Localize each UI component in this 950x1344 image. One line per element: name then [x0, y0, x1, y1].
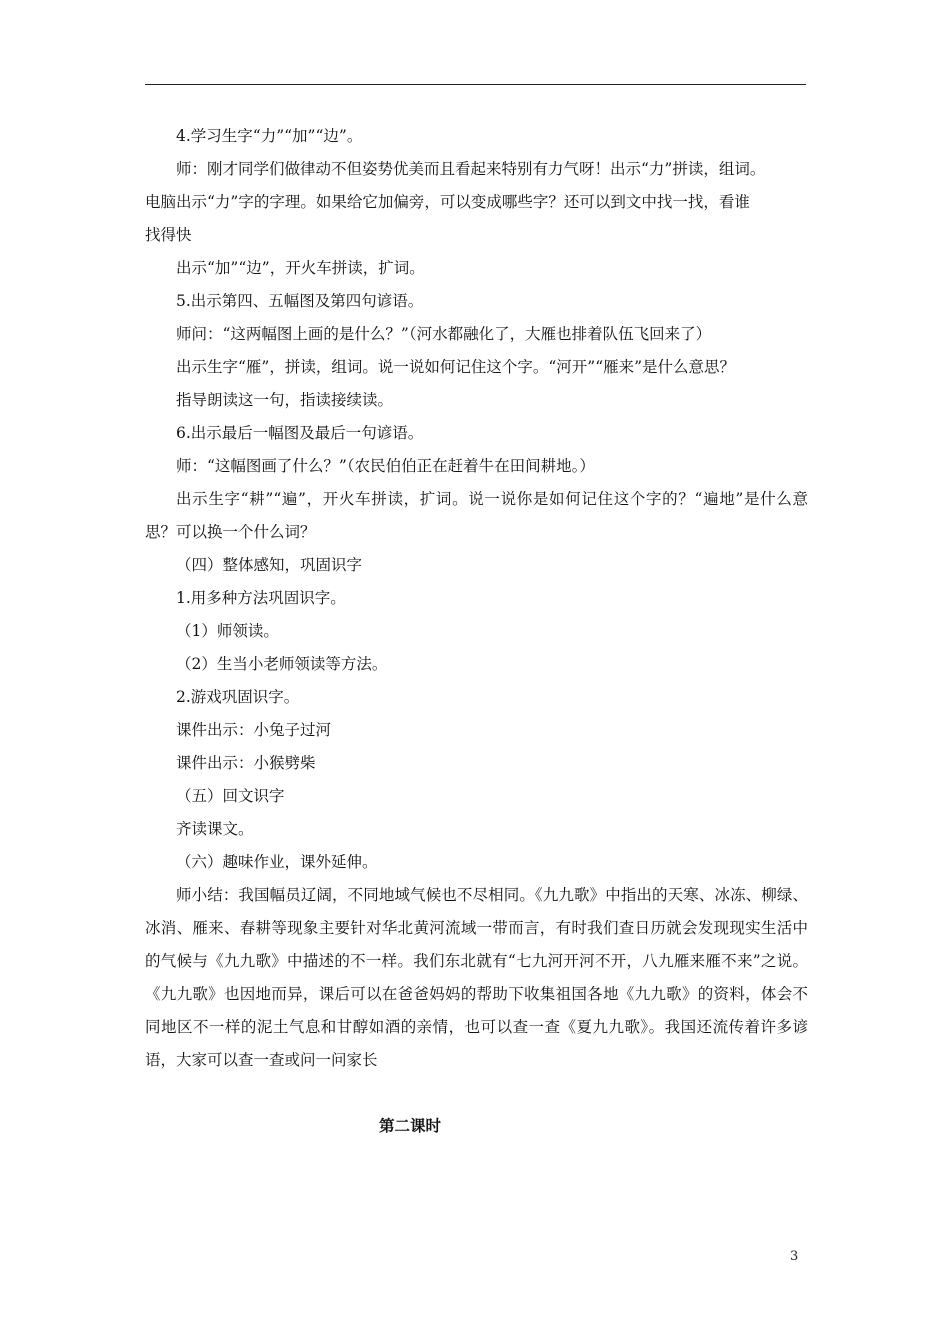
paragraph-teacher-leads: （1）师领读。	[176, 622, 279, 640]
paragraph-monkey: 课件出示：小猴劈柴	[176, 754, 316, 772]
header-rule	[145, 84, 806, 85]
paragraph-learn-characters: 4.学习生字“力”“加”“边”。	[176, 127, 363, 145]
paragraph-computer-li: 电脑出示“力”字的字理。如果给它加偏旁，可以变成哪些字？还可以到文中找一找，看谁	[145, 193, 750, 211]
section-four-heading: （四）整体感知，巩固识字	[176, 556, 363, 574]
spacer	[145, 1077, 808, 1110]
paragraph-teacher-li: 师：刚才同学们做律动不但姿势优美而且看起来特别有力气呀！出示“力”拼读，组词。	[176, 160, 766, 178]
paragraph-yan: 出示生字“雁”，拼读，组词。说一说如何记住这个字。“河开”“雁来”是什么意思？	[176, 358, 736, 376]
page-number: 3	[790, 1249, 799, 1264]
paragraph-step-6: 6.出示最后一幅图及最后一句谚语。	[176, 424, 424, 442]
paragraph-game: 2.游戏巩固识字。	[176, 688, 300, 706]
paragraph-methods: 1.用多种方法巩固识字。	[176, 589, 346, 607]
paragraph-student-leads: （2）生当小老师领读等方法。	[176, 655, 388, 673]
paragraph-summary: 师小结：我国幅员辽阔，不同地域气候也不尽相同。《九九歌》中指出的天寒、冰冻、柳绿、冰消、雁来、春耕等现象主要针对华北黄河流域一带而言，有时我们查日历就会发现现实生活中的气候与《九九歌》中描述的不一样。我们东北就有“七九河开河不开，八九雁来雁不来”之说。《九九歌》也因地而异，课后可以在爸爸妈妈的帮助下收集祖国各地《九九歌》的资料，体会不同地区不一样的泥土气息和甘醇如酒的亲情，也可以查一查《夏九九歌》。我国还流传着许多谚语，大家可以查一查或问一问家长	[145, 886, 808, 1069]
paragraph-step-5: 5.出示第四、五幅图及第四句谚语。	[176, 292, 424, 310]
section-six-heading: （六）趣味作业，课外延伸。	[176, 853, 378, 871]
paragraph-teacher-picture: 师：“这幅图画了什么？”（农民伯伯正在赶着牛在田间耕地。）	[176, 457, 595, 475]
section-heading: 第二课时	[379, 1117, 442, 1135]
paragraph-find-fast: 找得快	[145, 226, 192, 244]
paragraph-guide-reading: 指导朗读这一句，指读接续读。	[176, 391, 394, 409]
paragraph-rabbit: 课件出示：小兔子过河	[176, 721, 332, 739]
paragraph-teacher-asks: 师问：“这两幅图上画的是什么？”（河水都融化了，大雁也排着队伍飞回来了）	[176, 325, 712, 343]
document-body	[145, 120, 808, 1143]
paragraph-jia-bian: 出示“加”“边”，开火车拼读，扩词。	[176, 259, 425, 277]
section-five-heading: （五）回文识字	[176, 787, 285, 805]
paragraph-geng-bian: 出示生字“耕”“遍”，开火车拼读，扩词。说一说你是如何记住这个字的？“遍地”是什么意思？可以换一个什么词？	[145, 490, 808, 541]
paragraph-read-text: 齐读课文。	[176, 820, 254, 838]
